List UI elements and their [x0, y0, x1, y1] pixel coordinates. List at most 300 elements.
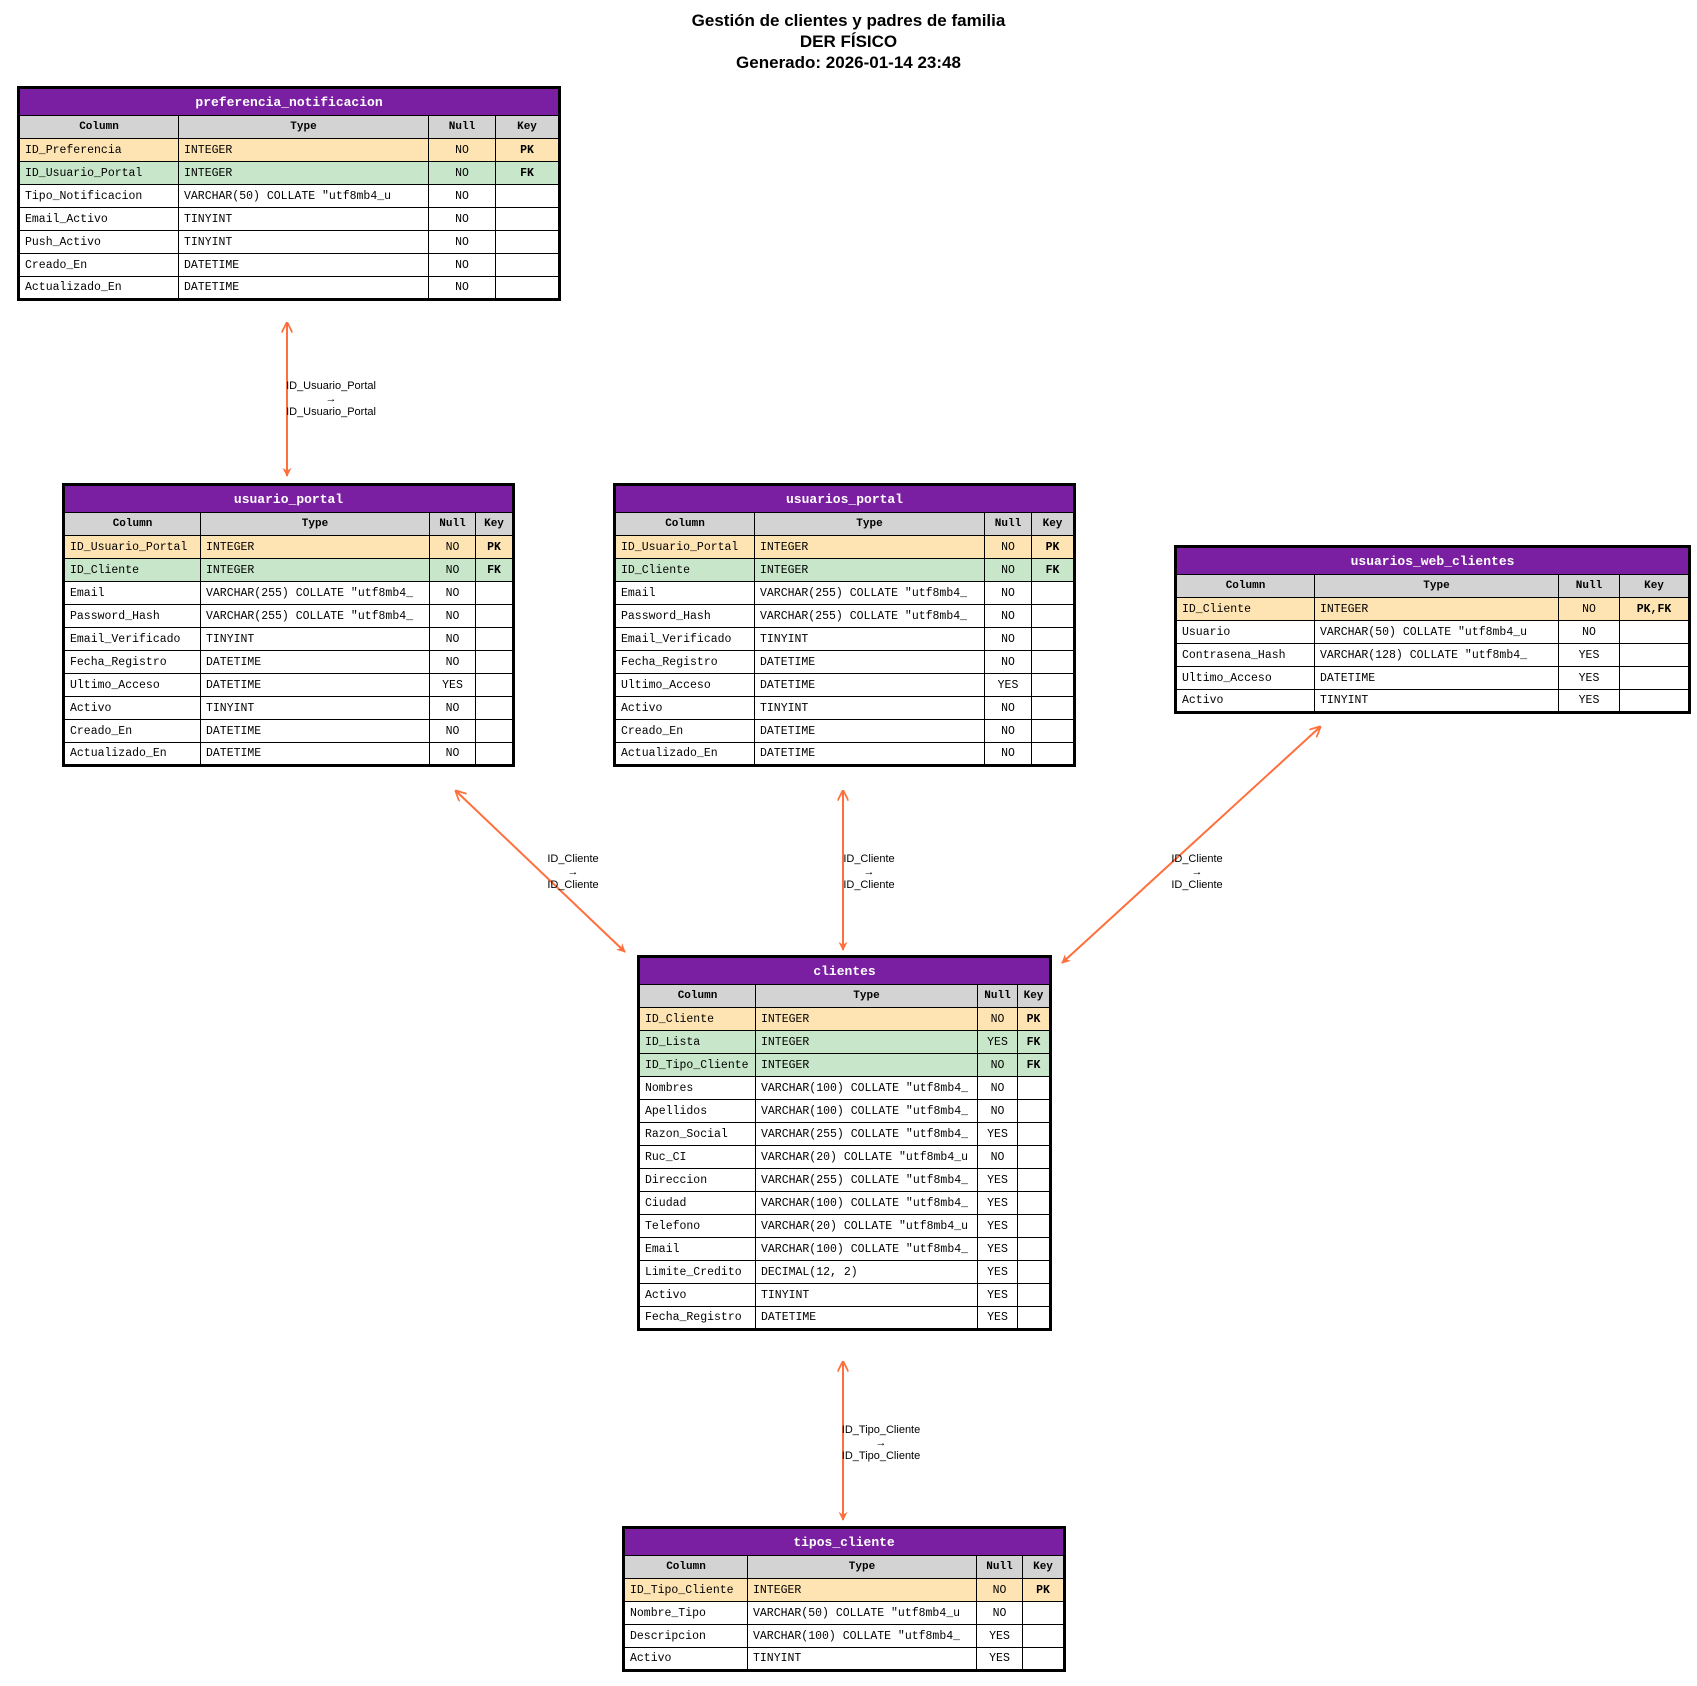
table-row [639, 1031, 1051, 1054]
table-row [1176, 644, 1690, 667]
edge-label-arrow: → [875, 1437, 887, 1449]
cell-key [476, 697, 514, 720]
column-header-row [19, 116, 560, 139]
edge-label-to: ID_Cliente [1171, 879, 1223, 891]
edge-label-from: ID_Usuario_Portal [286, 380, 376, 392]
cell-null: NO [978, 1077, 1018, 1100]
cell-type: DATETIME [755, 651, 985, 674]
table-row [639, 1307, 1051, 1330]
cell-column-name: ID_Tipo_Cliente [639, 1054, 756, 1077]
cell-key [1023, 1648, 1065, 1671]
cell-column-name: ID_Lista [639, 1031, 756, 1054]
cell-null: YES [1559, 667, 1620, 690]
cell-null: YES [977, 1625, 1023, 1648]
cell-column-name: Apellidos [639, 1100, 756, 1123]
cell-type: TINYINT [179, 208, 429, 231]
cell-key [476, 628, 514, 651]
table-row [615, 605, 1075, 628]
cell-key [1620, 690, 1690, 713]
table-row [639, 1238, 1051, 1261]
cell-column-name: ID_Cliente [1176, 598, 1315, 621]
cell-type: VARCHAR(255) COLLATE "utf8mb4_ [756, 1169, 978, 1192]
table-row [624, 1648, 1065, 1671]
cell-null: NO [985, 628, 1032, 651]
cell-type: INTEGER [755, 536, 985, 559]
cell-column-name: Ciudad [639, 1192, 756, 1215]
cell-null: YES [978, 1031, 1018, 1054]
cell-column-name: Email_Verificado [615, 628, 755, 651]
cell-null: NO [977, 1602, 1023, 1625]
cell-null: NO [430, 559, 476, 582]
cell-key [1018, 1307, 1051, 1330]
header-column: Column [19, 116, 179, 139]
cell-null: NO [429, 162, 496, 185]
edge-label-arrow: → [325, 393, 337, 405]
cell-type: VARCHAR(255) COLLATE "utf8mb4_ [756, 1123, 978, 1146]
cell-key [1018, 1192, 1051, 1215]
table-tipos-cliente [622, 1526, 1066, 1672]
cell-null: NO [430, 720, 476, 743]
table-row [1176, 598, 1690, 621]
cell-null: NO [1559, 598, 1620, 621]
header-key: Key [496, 116, 560, 139]
cell-null: NO [978, 1146, 1018, 1169]
edge-label-rel2 [523, 853, 623, 892]
table-name-row [615, 485, 1075, 513]
cell-key [1018, 1238, 1051, 1261]
table-row [639, 1261, 1051, 1284]
table-usuario-portal [62, 483, 515, 767]
cell-type: VARCHAR(255) COLLATE "utf8mb4_ [755, 605, 985, 628]
cell-null: YES [978, 1307, 1018, 1330]
cell-column-name: Fecha_Registro [639, 1307, 756, 1330]
header-key: Key [1620, 575, 1690, 598]
cell-null: YES [977, 1648, 1023, 1671]
cell-null: YES [978, 1123, 1018, 1146]
cell-key [476, 651, 514, 674]
cell-key: PK [1018, 1008, 1051, 1031]
column-header-row [615, 513, 1075, 536]
cell-type: TINYINT [179, 231, 429, 254]
cell-null: NO [430, 605, 476, 628]
cell-null: NO [430, 628, 476, 651]
table-name: tipos_cliente [624, 1528, 1065, 1556]
cell-null: YES [1559, 644, 1620, 667]
cell-null: NO [429, 139, 496, 162]
header-type: Type [201, 513, 430, 536]
cell-column-name: Email [639, 1238, 756, 1261]
header-key: Key [1023, 1556, 1065, 1579]
edge-label-arrow: → [1191, 866, 1203, 878]
cell-key [1032, 674, 1075, 697]
cell-type: DATETIME [201, 720, 430, 743]
cell-null: NO [985, 582, 1032, 605]
cell-column-name: Creado_En [64, 720, 201, 743]
cell-key [496, 277, 560, 300]
header-null: Null [429, 116, 496, 139]
cell-null: NO [429, 208, 496, 231]
cell-null: NO [985, 559, 1032, 582]
cell-null: NO [430, 697, 476, 720]
cell-type: TINYINT [201, 628, 430, 651]
table-row [639, 1169, 1051, 1192]
cell-key: FK [496, 162, 560, 185]
cell-column-name: Activo [639, 1284, 756, 1307]
header-key: Key [1018, 985, 1051, 1008]
cell-type: DATETIME [756, 1307, 978, 1330]
cell-key [476, 582, 514, 605]
edge-label-to: ID_Usuario_Portal [286, 406, 376, 418]
table-row [615, 674, 1075, 697]
cell-column-name: Password_Hash [615, 605, 755, 628]
table-row [615, 697, 1075, 720]
cell-null: NO [429, 254, 496, 277]
cell-null: NO [978, 1008, 1018, 1031]
table-row [639, 1008, 1051, 1031]
edge-label-from: ID_Cliente [1171, 853, 1223, 865]
cell-column-name: Limite_Credito [639, 1261, 756, 1284]
cell-column-name: Usuario [1176, 621, 1315, 644]
header-type: Type [755, 513, 985, 536]
cell-key: PK,FK [1620, 598, 1690, 621]
table-row [615, 582, 1075, 605]
table-name: clientes [639, 957, 1051, 985]
cell-key [1018, 1077, 1051, 1100]
cell-type: INTEGER [201, 536, 430, 559]
header-column: Column [1176, 575, 1315, 598]
cell-type: VARCHAR(100) COLLATE "utf8mb4_ [748, 1625, 977, 1648]
cell-null: NO [430, 536, 476, 559]
table-row [19, 208, 560, 231]
table-row [639, 1077, 1051, 1100]
edge-label-rel1 [271, 380, 391, 419]
table-row [64, 605, 514, 628]
cell-type: TINYINT [755, 697, 985, 720]
title-line-3: Generado: 2026-01-14 23:48 [736, 53, 961, 72]
cell-key: FK [1018, 1031, 1051, 1054]
cell-key [1620, 644, 1690, 667]
cell-column-name: Contrasena_Hash [1176, 644, 1315, 667]
cell-null: NO [985, 697, 1032, 720]
cell-null: NO [429, 231, 496, 254]
table-name-row [64, 485, 514, 513]
cell-key [1620, 667, 1690, 690]
table-row [19, 162, 560, 185]
edge-label-to: ID_Tipo_Cliente [841, 1450, 921, 1462]
cell-type: DATETIME [755, 674, 985, 697]
header-key: Key [476, 513, 514, 536]
cell-key: FK [1018, 1054, 1051, 1077]
table-row [639, 1100, 1051, 1123]
cell-type: INTEGER [1315, 598, 1559, 621]
edge-label-arrow: → [567, 866, 579, 878]
cell-column-name: Actualizado_En [64, 743, 201, 766]
title-line-1: Gestión de clientes y padres de familia [691, 11, 1006, 30]
header-type: Type [748, 1556, 977, 1579]
cell-type: INTEGER [179, 139, 429, 162]
table-row [64, 697, 514, 720]
table-usuarios-web-clientes [1174, 545, 1691, 714]
cell-key: FK [1032, 559, 1075, 582]
cell-type: INTEGER [201, 559, 430, 582]
table-row [64, 651, 514, 674]
cell-key [496, 231, 560, 254]
cell-column-name: Nombres [639, 1077, 756, 1100]
table-row [639, 1123, 1051, 1146]
header-null: Null [985, 513, 1032, 536]
cell-column-name: Tipo_Notificacion [19, 185, 179, 208]
cell-null: NO [985, 605, 1032, 628]
cell-key: FK [476, 559, 514, 582]
cell-key [1032, 605, 1075, 628]
title-line-2: DER FÍSICO [799, 32, 898, 51]
header-column: Column [64, 513, 201, 536]
cell-key: PK [1023, 1579, 1065, 1602]
table-row [64, 628, 514, 651]
table-row [19, 277, 560, 300]
cell-column-name: Activo [624, 1648, 748, 1671]
cell-type: DECIMAL(12, 2) [756, 1261, 978, 1284]
cell-column-name: Creado_En [19, 254, 179, 277]
cell-type: DATETIME [755, 743, 985, 766]
column-header-row [1176, 575, 1690, 598]
edge-rel4 [1062, 727, 1320, 963]
table-row [64, 559, 514, 582]
cell-type: DATETIME [755, 720, 985, 743]
cell-key [1032, 743, 1075, 766]
cell-column-name: Actualizado_En [19, 277, 179, 300]
table-row [1176, 667, 1690, 690]
cell-type: TINYINT [201, 697, 430, 720]
cell-key [1032, 582, 1075, 605]
cell-key [1620, 621, 1690, 644]
cell-column-name: Email [615, 582, 755, 605]
cell-key [1023, 1602, 1065, 1625]
cell-key [1018, 1169, 1051, 1192]
cell-column-name: Ultimo_Acceso [615, 674, 755, 697]
table-row [1176, 621, 1690, 644]
cell-column-name: Fecha_Registro [64, 651, 201, 674]
cell-key [1032, 651, 1075, 674]
cell-null: NO [429, 277, 496, 300]
cell-key [1023, 1625, 1065, 1648]
cell-column-name: ID_Usuario_Portal [64, 536, 201, 559]
cell-type: TINYINT [748, 1648, 977, 1671]
table-name-row [1176, 547, 1690, 575]
table-row [615, 559, 1075, 582]
cell-column-name: Email_Activo [19, 208, 179, 231]
cell-column-name: Direccion [639, 1169, 756, 1192]
cell-null: NO [430, 743, 476, 766]
column-header-row [624, 1556, 1065, 1579]
cell-column-name: ID_Cliente [639, 1008, 756, 1031]
cell-key [1018, 1146, 1051, 1169]
cell-null: NO [985, 720, 1032, 743]
edge-label-arrow: → [863, 866, 875, 878]
cell-null: NO [429, 185, 496, 208]
cell-null: NO [977, 1579, 1023, 1602]
cell-type: VARCHAR(100) COLLATE "utf8mb4_ [756, 1192, 978, 1215]
edge-label-rel3 [819, 853, 919, 892]
header-null: Null [977, 1556, 1023, 1579]
table-name: usuario_portal [64, 485, 514, 513]
table-row [64, 582, 514, 605]
cell-type: VARCHAR(255) COLLATE "utf8mb4_ [201, 605, 430, 628]
cell-key [1018, 1123, 1051, 1146]
table-row [19, 254, 560, 277]
cell-key [476, 674, 514, 697]
cell-null: NO [430, 582, 476, 605]
cell-column-name: ID_Cliente [64, 559, 201, 582]
cell-column-name: Activo [64, 697, 201, 720]
cell-column-name: ID_Usuario_Portal [615, 536, 755, 559]
cell-column-name: Ruc_CI [639, 1146, 756, 1169]
table-row [19, 231, 560, 254]
header-null: Null [1559, 575, 1620, 598]
cell-key: PK [1032, 536, 1075, 559]
table-row [64, 536, 514, 559]
table-row [639, 1192, 1051, 1215]
table-row [64, 720, 514, 743]
cell-type: DATETIME [201, 674, 430, 697]
cell-key [1018, 1100, 1051, 1123]
cell-null: YES [978, 1192, 1018, 1215]
header-column: Column [639, 985, 756, 1008]
cell-key: PK [496, 139, 560, 162]
cell-type: VARCHAR(255) COLLATE "utf8mb4_ [201, 582, 430, 605]
table-row [639, 1215, 1051, 1238]
cell-key [476, 743, 514, 766]
cell-null: YES [978, 1215, 1018, 1238]
cell-column-name: Email_Verificado [64, 628, 201, 651]
cell-null: YES [985, 674, 1032, 697]
cell-column-name: Telefono [639, 1215, 756, 1238]
cell-type: INTEGER [756, 1031, 978, 1054]
cell-column-name: Ultimo_Acceso [64, 674, 201, 697]
cell-null: YES [978, 1238, 1018, 1261]
cell-column-name: Push_Activo [19, 231, 179, 254]
table-name: usuarios_portal [615, 485, 1075, 513]
cell-column-name: Actualizado_En [615, 743, 755, 766]
cell-null: NO [1559, 621, 1620, 644]
cell-column-name: Descripcion [624, 1625, 748, 1648]
table-row [19, 139, 560, 162]
cell-type: VARCHAR(20) COLLATE "utf8mb4_u [756, 1146, 978, 1169]
table-name-row [624, 1528, 1065, 1556]
table-preferencia-notificacion [17, 86, 561, 301]
cell-type: VARCHAR(20) COLLATE "utf8mb4_u [756, 1215, 978, 1238]
cell-type: INTEGER [755, 559, 985, 582]
cell-type: TINYINT [1315, 690, 1559, 713]
cell-column-name: ID_Cliente [615, 559, 755, 582]
cell-type: VARCHAR(255) COLLATE "utf8mb4_ [755, 582, 985, 605]
cell-type: VARCHAR(100) COLLATE "utf8mb4_ [756, 1077, 978, 1100]
cell-column-name: ID_Usuario_Portal [19, 162, 179, 185]
cell-null: NO [978, 1054, 1018, 1077]
table-row [639, 1054, 1051, 1077]
cell-column-name: Razon_Social [639, 1123, 756, 1146]
cell-type: DATETIME [201, 651, 430, 674]
cell-null: NO [985, 651, 1032, 674]
table-name: usuarios_web_clientes [1176, 547, 1690, 575]
header-null: Null [978, 985, 1018, 1008]
cell-type: DATETIME [1315, 667, 1559, 690]
cell-column-name: Fecha_Registro [615, 651, 755, 674]
header-type: Type [756, 985, 978, 1008]
cell-type: VARCHAR(50) COLLATE "utf8mb4_u [1315, 621, 1559, 644]
cell-type: DATETIME [179, 277, 429, 300]
header-column: Column [624, 1556, 748, 1579]
edge-label-to: ID_Cliente [843, 879, 895, 891]
table-row [19, 185, 560, 208]
cell-type: VARCHAR(50) COLLATE "utf8mb4_u [179, 185, 429, 208]
edge-label-from: ID_Tipo_Cliente [841, 1424, 921, 1436]
table-row [615, 743, 1075, 766]
table-row [639, 1146, 1051, 1169]
cell-key [1032, 697, 1075, 720]
cell-column-name: Activo [1176, 690, 1315, 713]
column-header-row [639, 985, 1051, 1008]
cell-column-name: Activo [615, 697, 755, 720]
cell-key [1032, 628, 1075, 651]
edge-label-from: ID_Cliente [843, 853, 895, 865]
column-header-row [64, 513, 514, 536]
edge-label-to: ID_Cliente [547, 879, 599, 891]
cell-key [476, 605, 514, 628]
cell-null: YES [978, 1284, 1018, 1307]
cell-column-name: Nombre_Tipo [624, 1602, 748, 1625]
cell-column-name: Ultimo_Acceso [1176, 667, 1315, 690]
table-name: preferencia_notificacion [19, 88, 560, 116]
cell-key [1018, 1284, 1051, 1307]
cell-key [1018, 1215, 1051, 1238]
cell-column-name: Email [64, 582, 201, 605]
header-key: Key [1032, 513, 1075, 536]
cell-type: DATETIME [179, 254, 429, 277]
header-type: Type [1315, 575, 1559, 598]
cell-null: YES [978, 1261, 1018, 1284]
cell-column-name: ID_Preferencia [19, 139, 179, 162]
table-row [64, 743, 514, 766]
table-name-row [639, 957, 1051, 985]
cell-null: NO [985, 536, 1032, 559]
cell-null: YES [1559, 690, 1620, 713]
cell-column-name: Password_Hash [64, 605, 201, 628]
cell-type: VARCHAR(50) COLLATE "utf8mb4_u [748, 1602, 977, 1625]
cell-null: NO [978, 1100, 1018, 1123]
table-row [624, 1602, 1065, 1625]
table-row [624, 1579, 1065, 1602]
cell-null: YES [430, 674, 476, 697]
cell-key [496, 254, 560, 277]
cell-key [1032, 720, 1075, 743]
table-row [639, 1284, 1051, 1307]
table-row [624, 1625, 1065, 1648]
cell-type: VARCHAR(128) COLLATE "utf8mb4_ [1315, 644, 1559, 667]
edge-label-rel4 [1147, 853, 1247, 892]
table-row [1176, 690, 1690, 713]
table-name-row [19, 88, 560, 116]
table-row [615, 536, 1075, 559]
cell-type: VARCHAR(100) COLLATE "utf8mb4_ [756, 1100, 978, 1123]
edge-label-from: ID_Cliente [547, 853, 599, 865]
header-type: Type [179, 116, 429, 139]
cell-null: NO [430, 651, 476, 674]
edge-label-rel5 [831, 1424, 931, 1463]
cell-null: YES [978, 1169, 1018, 1192]
table-row [64, 674, 514, 697]
cell-type: DATETIME [201, 743, 430, 766]
